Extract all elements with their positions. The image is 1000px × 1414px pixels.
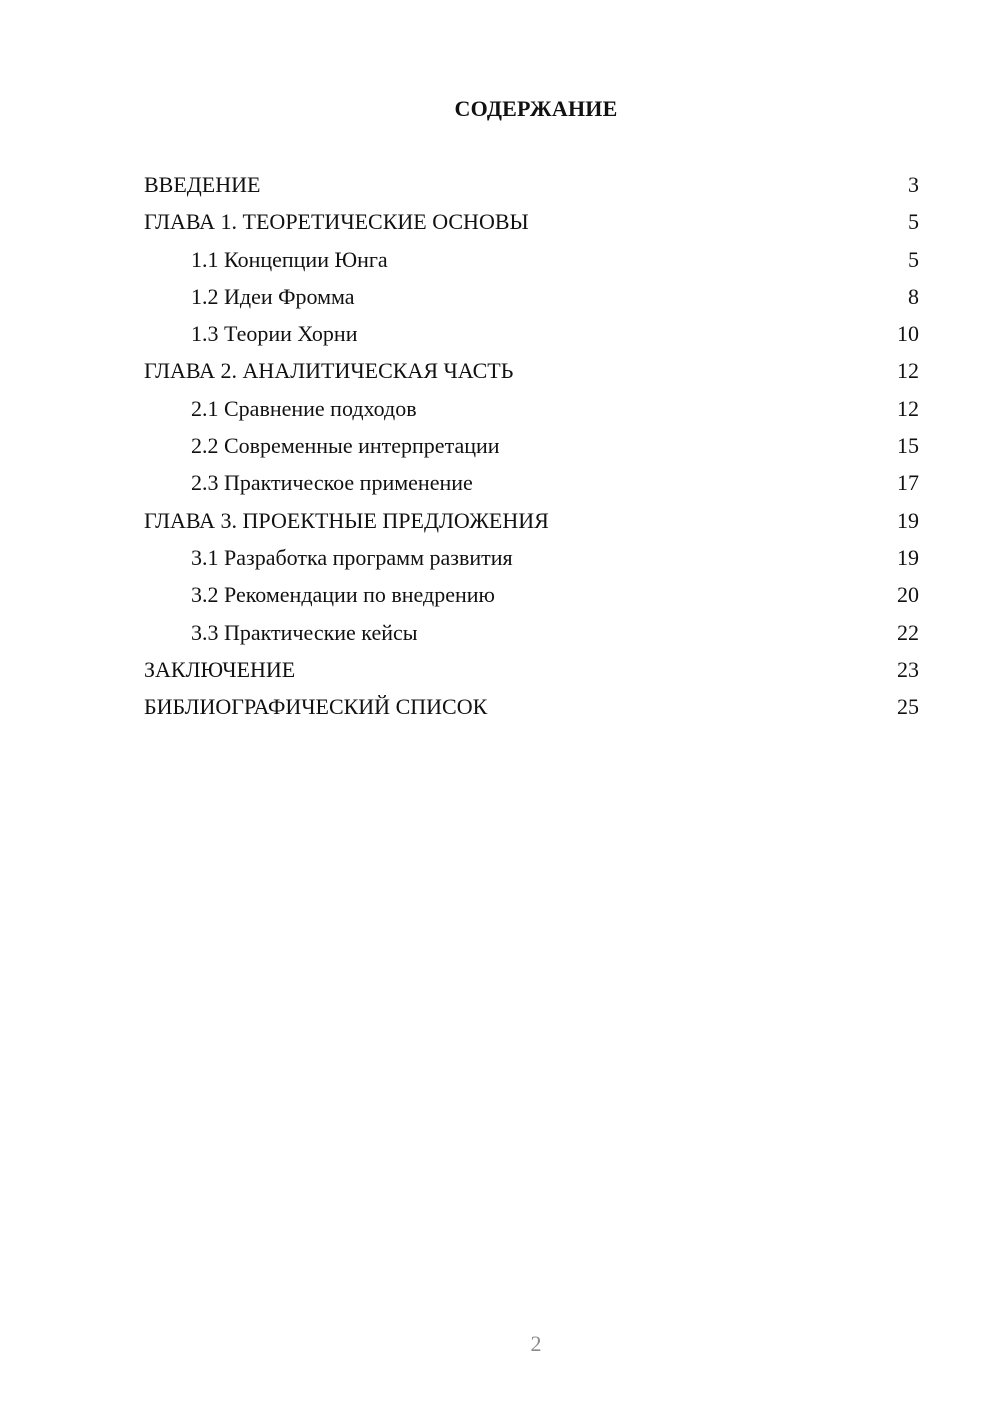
toc-entry-chapter-3	[144, 502, 919, 539]
toc-entry-page: 19	[897, 507, 919, 533]
toc-entry-section-1-1	[144, 241, 919, 278]
toc-entry-label: ЗАКЛЮЧЕНИЕ	[144, 656, 296, 682]
toc-entry-page: 10	[897, 321, 919, 347]
page-title: СОДЕРЖАНИЕ	[454, 96, 618, 121]
toc-entry-page: 19	[897, 544, 919, 570]
toc-entry-page: 5	[908, 209, 919, 235]
toc-entry-page: 17	[897, 470, 919, 496]
toc-entry-page: 20	[897, 582, 919, 608]
toc-entry-section-2-1	[144, 390, 919, 427]
toc-entry-introduction	[144, 166, 919, 203]
toc-entry-label: 1.3 Теории Хорни	[191, 321, 358, 347]
toc-entry-section-2-3	[144, 464, 919, 501]
toc-entry-page: 22	[897, 619, 919, 645]
toc-entry-page: 3	[908, 172, 919, 197]
toc-entry-section-3-1	[144, 539, 919, 576]
toc-entry-label: 3.3 Практические кейсы	[191, 619, 418, 645]
toc-entry-bibliography	[144, 688, 919, 725]
toc-entry-label: ГЛАВА 3. ПРОЕКТНЫЕ ПРЕДЛОЖЕНИЯ	[144, 507, 549, 533]
toc-entry-label: 3.1 Разработка программ развития	[191, 544, 513, 570]
toc-entry-section-3-2	[144, 576, 919, 613]
toc-entry-section-3-3	[144, 614, 919, 651]
toc-entry-conclusion	[144, 651, 919, 688]
page-number: 2	[530, 1331, 542, 1356]
toc-entry-label: ГЛАВА 2. АНАЛИТИЧЕСКАЯ ЧАСТЬ	[144, 358, 514, 384]
toc-entry-label: 2.1 Сравнение подходов	[191, 395, 417, 421]
toc-entry-page: 12	[897, 395, 919, 421]
toc-entry-chapter-2	[144, 352, 919, 389]
toc-entry-label: 3.2 Рекомендации по внедрению	[191, 582, 495, 608]
toc-entry-page: 5	[908, 246, 919, 272]
toc-entry-page: 15	[897, 433, 919, 459]
toc-entry-page: 8	[908, 283, 919, 309]
toc-entry-page: 25	[897, 694, 919, 720]
toc-entry-chapter-1	[144, 203, 919, 240]
toc-entry-label: 2.3 Практическое применение	[191, 470, 473, 496]
toc-entry-label: 2.2 Современные интерпретации	[191, 433, 500, 459]
toc-entry-label: ГЛАВА 1. ТЕОРЕТИЧЕСКИЕ ОСНОВЫ	[144, 209, 529, 235]
toc-entry-label: БИБЛИОГРАФИЧЕСКИЙ СПИСОК	[144, 694, 488, 720]
toc-entry-section-1-3	[144, 315, 919, 352]
toc-entry-label: 1.2 Идеи Фромма	[191, 283, 355, 309]
toc-entry-label: ВВЕДЕНИЕ	[144, 172, 261, 197]
toc-entry-section-1-2	[144, 278, 919, 315]
toc-entry-section-2-2	[144, 427, 919, 464]
toc-entry-page: 23	[897, 656, 919, 682]
toc-entry-page: 12	[897, 358, 919, 384]
table-of-contents	[144, 166, 919, 725]
toc-entry-label: 1.1 Концепции Юнга	[191, 246, 388, 272]
